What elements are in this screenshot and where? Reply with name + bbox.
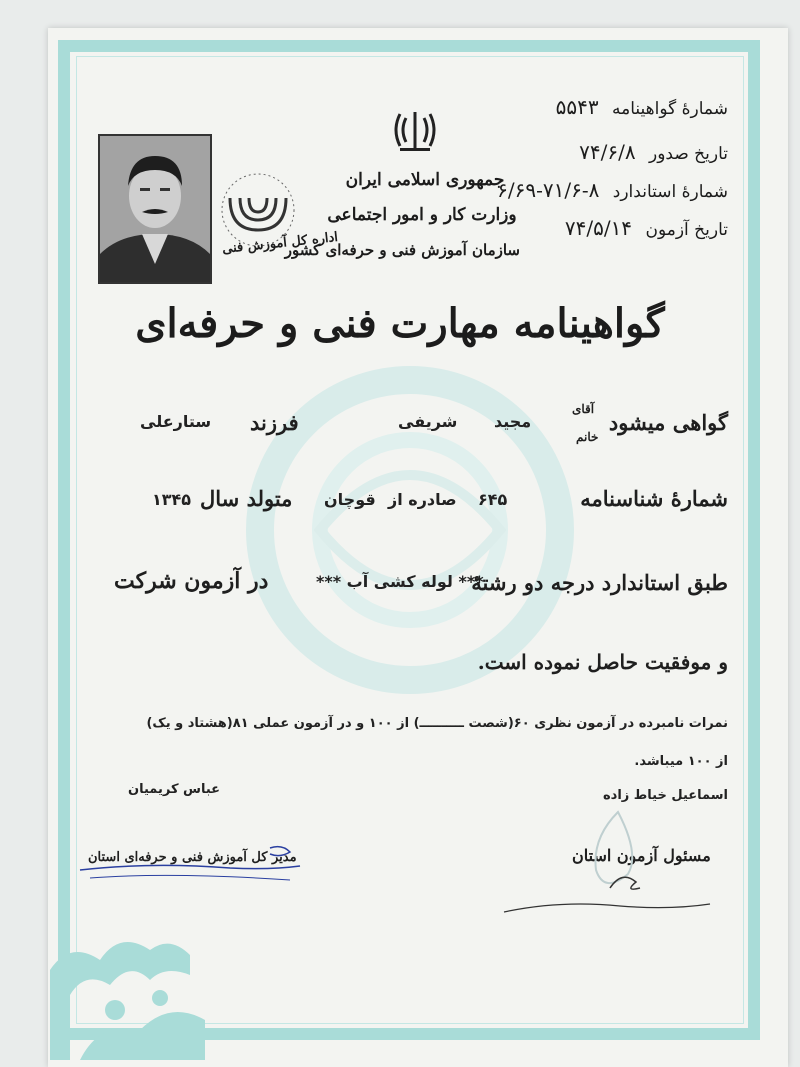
certificate-number-row <box>556 95 728 119</box>
header-republic: جمهوری اسلامی ایران <box>345 170 505 190</box>
born-year-value: ۱۳۴۵ <box>152 490 192 509</box>
exam-date-value: ۷۴/۵/۱۴ <box>564 216 633 240</box>
id-number-value: ۶۴۵ <box>478 490 508 509</box>
father-name: ستارعلی <box>140 412 212 431</box>
director-signature-icon <box>70 840 310 890</box>
certificate-number-label: شمارهٔ گواهینامه <box>612 99 728 119</box>
director-name: عباس کریمیان <box>128 782 221 797</box>
certify-text: گواهی میشود <box>608 410 728 435</box>
standard-field-label: طبق استاندارد درجه دو رشتهٔ <box>471 570 728 595</box>
holder-photo <box>98 134 212 284</box>
success-text: و موفقیت حاصل نموده است. <box>477 650 728 674</box>
id-number-label: شمارهٔ شناسنامه <box>580 486 728 511</box>
field-name: *** لوله کشی آب *** <box>316 572 484 591</box>
scores-line-2: از ۱۰۰ میباشد. <box>634 754 728 769</box>
born-year-label: متولد سال <box>200 486 293 511</box>
issued-from-label: صادره از <box>388 490 457 509</box>
child-of-label: فرزند <box>250 410 299 435</box>
standard-number-value: ۸-۷۱/۶-۶/۶۹ <box>497 178 600 202</box>
certificate-number-value: ۵۵۴۳ <box>555 95 599 119</box>
exam-date-row <box>565 216 728 240</box>
title-mrs: خانم <box>576 430 599 444</box>
iran-emblem-icon <box>390 106 440 154</box>
last-name: شریفی <box>398 412 458 431</box>
certificate-title: گواهینامه مهارت فنی و حرفه‌ای <box>135 300 665 347</box>
first-name: مجید <box>494 412 532 431</box>
standard-number-label: شمارهٔ استاندارد <box>612 182 728 202</box>
exam-date-label: تاریخ آزمون <box>645 220 728 240</box>
issued-from-value: قوچان <box>324 490 376 509</box>
issue-date-label: تاریخ صدور <box>648 144 728 164</box>
exam-participation-text: در آزمون شرکت <box>114 568 269 594</box>
corner-ornament-icon <box>40 880 210 1060</box>
standard-number-row <box>497 178 728 202</box>
director-title: مدیر کل آموزش فنی و حرفه‌ای استان <box>88 850 297 865</box>
examiner-title: مسئول آزمون استان <box>572 846 711 865</box>
title-mr: آقای <box>572 402 595 416</box>
examiner-name: اسماعیل خیاط زاده <box>602 788 728 803</box>
organization-logo-text: اداره کل آموزش فنی <box>221 229 339 258</box>
header-organization: سازمان آموزش فنی و حرفه‌ای کشور <box>284 241 520 259</box>
portrait-icon <box>100 136 210 282</box>
header-ministry: وزارت کار و امور اجتماعی <box>327 205 517 225</box>
examiner-signature-icon <box>500 808 720 918</box>
scores-line-1: نمرات نامبرده در آزمون نظری ۶۰(شصت ــــــــــ) از ۱۰۰ و در آزمون عملی ۸۱(هشتاد و یک) <box>146 716 728 731</box>
issue-date-value: ۷۴/۶/۸ <box>579 140 636 164</box>
issue-date-row <box>579 140 728 164</box>
